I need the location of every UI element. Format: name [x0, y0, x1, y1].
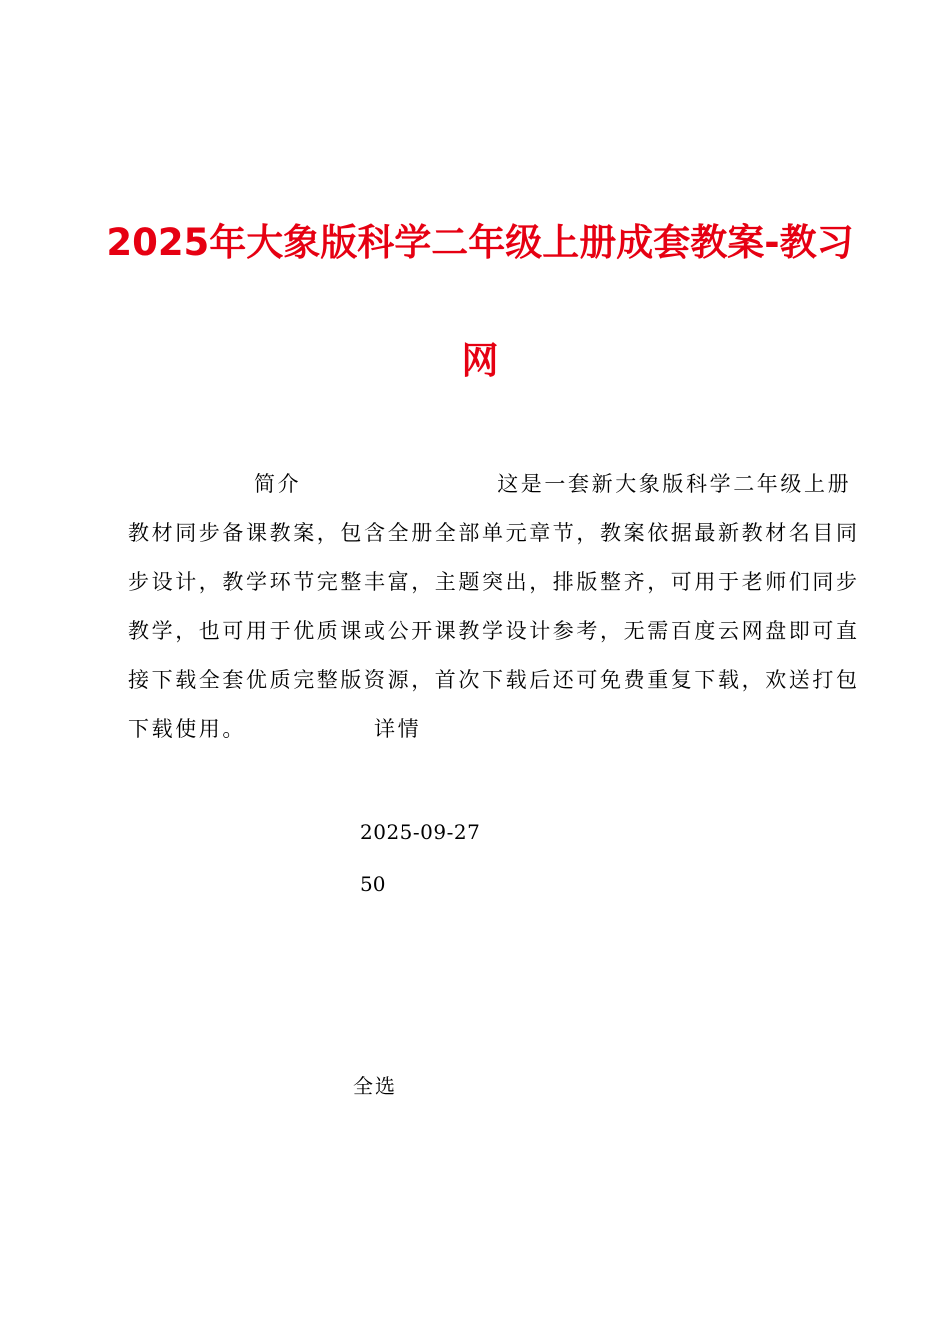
paragraph-text-6: 下载使用。 [128, 717, 246, 741]
document-title-line-1: 2025年大象版科学二年级上册成套教案-教习 [106, 221, 854, 264]
select-all-button[interactable]: 全选 [353, 1074, 397, 1098]
paragraph-line-6 [128, 705, 833, 754]
item-count: 50 [360, 872, 386, 896]
paragraph-line-2: 教材同步备课教案，包含全册全部单元章节，教案依据最新教材名目同 [128, 521, 860, 545]
intro-paragraph [128, 460, 860, 754]
detail-link[interactable]: 详情 [374, 717, 422, 741]
document-title-line-2: 网 [461, 339, 499, 382]
intro-label: 简介 [254, 472, 302, 496]
paragraph-line-4: 教学，也可用于优质课或公开课教学设计参考，无需百度云网盘即可直 [128, 619, 860, 643]
publish-date: 2025-09-27 [360, 820, 481, 844]
paragraph-line-1 [128, 460, 852, 509]
paragraph-line-5: 接下载全套优质完整版资源，首次下载后还可免费重复下载，欢送打包 [128, 668, 860, 692]
paragraph-text-1: 这是一套新大象版科学二年级上册 [497, 472, 852, 496]
paragraph-line-3: 步设计，教学环节完整丰富，主题突出，排版整齐，可用于老师们同步 [128, 570, 860, 594]
